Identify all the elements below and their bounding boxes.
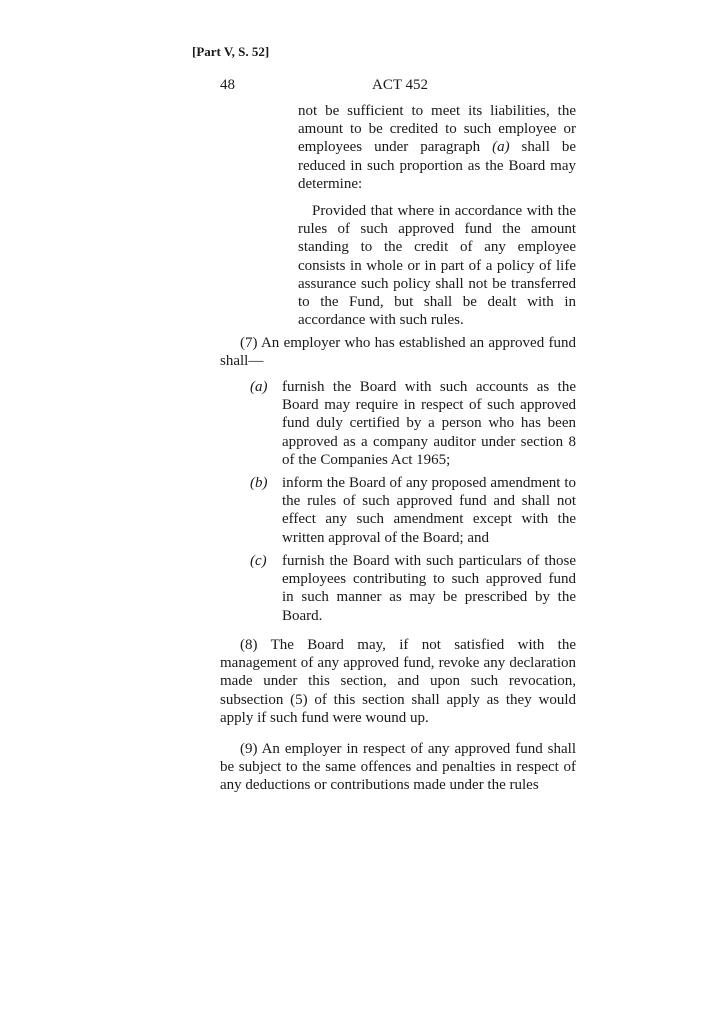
list-item-b [250,474,576,547]
subsection-8: (8) The Board may, if not satisfied with the management of any approved fund, revoke any declaration made under this section, and upon such revocation, subsection (5) of this section shall apply as they would apply if such fund were wound up. [220,637,576,726]
list-label-c: (c) [250,553,267,569]
list-text-b: inform the Board of any proposed amendment to the rules of such approved fund and shall not effect any such amendment except with the written approval of the Board; and [282,475,576,546]
part-section-reference: [Part V, S. 52] [192,44,270,59]
list-item-a [250,378,576,469]
paragraph-reference: (a) [492,139,510,156]
proviso-paragraph: Provided that where in accordance with the rules of such approved fund the amount standing to the credit of any employee consists in whole or in part of a policy of life assurance such policy shall not be transferred to the Fund, but shall be dealt with in accordance with such rules. [298,203,576,329]
list-text-a: furnish the Board with such accounts as the Board may require in respect of such approved fund duly certified by a person who has been approved as a company auditor under section 8 of the Companies Act 1965; [282,379,576,468]
continuation-paragraph [298,102,576,193]
list-item-c [250,552,576,625]
list-label-a: (a) [250,379,268,395]
subsection-9: (9) An employer in respect of any approved fund shall be subject to the same offences and penalties in respect of any deductions or contributions made under the rules [220,741,576,794]
list-text-c: furnish the Board with such particulars of those employees contributing to such approved fund in such manner as may be prescribed by the Board. [282,553,576,624]
list-label-b: (b) [250,475,268,491]
running-head-act-title: ACT 452 [372,77,428,93]
continuation-text-after: shall be reduced in such proportion as the Board may determine: [298,139,576,192]
page-number: 48 [220,77,235,93]
continuation-text-before: not be sufficient to meet its liabilities, the amount to be credited to such employee or employees under paragraph [298,103,576,156]
subsection-7: (7) An employer who has established an approved fund shall— [220,335,576,370]
